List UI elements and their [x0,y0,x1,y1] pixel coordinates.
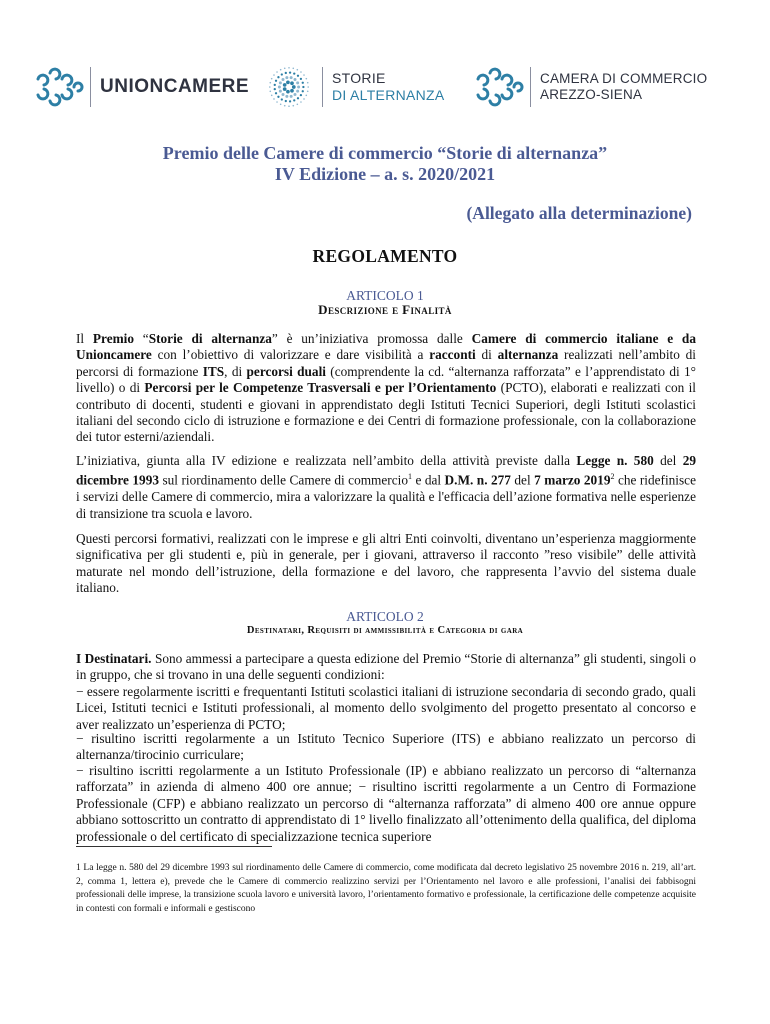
unioncamere-logo [30,62,249,112]
bold-text: I Destinatari. [76,651,152,666]
bold-text: 29 dicembre 1993 [76,453,696,488]
text-run: L’iniziativa, giunta alla IV edizione e realizzata nell’ambito della attività previste dalla [76,453,577,468]
text-run: − risultino iscritti regolarmente a un Istituto Tecnico Superiore (ITS) e abbiano realizzato un percorso di alternanza/tirocinio curriculare; [76,731,696,763]
bold-text: Camere di commercio italiane e da Unioncamere [76,331,696,363]
bold-text: Storie di alternanza [148,331,272,346]
header-logos [30,62,730,112]
text-run: e dal [411,472,445,488]
list-item [76,731,696,764]
text-run: che ridefinisce i servizi delle Camere di commercio, mira a valorizzare la qualità e l'efficacia dell’azione formativa nelle esperienze di transizione tra scuola e lavoro. [76,472,696,521]
bold-text: Legge n. 580 [576,453,654,468]
article-number: ARTICOLO 1 [346,288,424,303]
bold-text: Premio [92,331,135,346]
document-edition: IV Edizione – a. s. 2020/2021 [274,164,496,184]
storie-di-alternanza-logo [262,62,445,112]
bold-text: D.M. n. 277 [444,472,511,488]
bold-text: percorsi duali [246,363,326,379]
paragraph [76,531,696,597]
text-run: con l’obiettivo di valorizzare e dare visibilità a [151,347,430,363]
attachment-note: (Allegato alla determinazione) [466,203,692,223]
bold-text: ITS [202,363,225,379]
unioncamere-wordmark: UNIONCAMERE [100,76,250,97]
footnote-ref: 2 [610,472,615,482]
text-run: realizzati nell’ambito di percorsi di formazione [76,347,696,379]
camera-line1: CAMERA DI COMMERCIO [540,71,708,86]
storie-line2: DI ALTERNANZA [332,87,445,103]
article-subtitle: Destinatari, Requisiti di ammissibilità e Categoria di gara [246,625,524,636]
article-2-heading [0,609,770,638]
text-run: Questi percorsi formativi, realizzati con le imprese e gli altri Enti coinvolti, diventano un’esperienza maggiormente significativa per gli studenti e, più in generale, per i giovani, attraverso il racconto ”reso visibile” delle attività maturate nel mondo dell’istruzione, della formazione e del lavoro, che rappresenta l’avvio del sistema duale italiano. [76,531,696,596]
text-run: , di [224,363,247,379]
paragraph [76,331,696,446]
text-run: (PCTO), elaborati e realizzati con il contributo di docenti, studenti e giovani in apprendistato degli Istituti Tecnici Superiori, degli Istituti scolastici italiani del secondo ciclo di istruzione e formazione e dei Centri di formazione professionale, con la collaborazione dei tutor esterni/aziendali. [76,380,696,445]
swirl-logo-icon [30,65,84,109]
logo-divider [322,67,323,107]
bold-text: 7 marzo 2019 [534,472,611,488]
footnote: 1 La legge n. 580 del 29 dicembre 1993 sul riordinamento delle Camere di commercio, come modificata dal decreto legislativo 25 novembre 2016 n. 219, all’art. 2, comma 1, lettera e), prevede che le Camere di commercio realizzino servizi per l’Orientamento nel lavoro e alle professioni, l’analisi dei fabbisogni professionali delle imprese, la transizione scuola lavoro e università lavoro, l’orientamento formativo e professionale, la certificazione delle competenze acquisite in contesti con formali e informali e gestiscono [76,863,696,914]
text-run: Sono ammessi a partecipare a questa edizione del Premio “Storie di alternanza” gli studenti, singoli o in gruppo, che si trovano in una delle seguenti condizioni: [76,651,696,683]
paragraph [76,651,696,684]
footnote-divider [76,846,272,847]
document-title: Premio delle Camere di commercio “Storie di alternanza” [162,143,608,163]
bold-text: alternanza [497,347,559,363]
article-number: ARTICOLO 2 [346,609,424,624]
article-subtitle: Descrizione e Finalità [318,302,452,317]
section-heading: REGOLAMENTO [312,246,458,266]
text-run: sul riordinamento delle Camere di commercio [159,472,408,488]
camera-wordmark [540,71,707,103]
text-run: − risultino iscritti regolarmente a un Istituto Professionale (IP) e abbiano realizzato un percorso di “alternanza rafforzata” in azienda di almeno 400 ore annue; − risultino iscritti regolarmente a un Centro di Formazione Professionale (CFP) e abbiano realizzato un percorso di “alternanza rafforzata” di almeno 400 ore annue oppure abbiano sottoscritto un contratto di apprendistato di 1° livello finalizzato all’ottenimento della qualifica, del diploma professionale o del certificato di specializzazione tecnica superiore [76,763,696,844]
text-run: − essere regolarmente iscritti e frequentanti Istituti scolastici italiani di istruzione secondaria di secondo grado, quali Licei, Istituti tecnici e Istituti professionali, al momento dello svolgimento del progetto presentato al concorso e aver realizzato un’esperienza di PCTO; [76,684,696,732]
swirl-logo-icon [470,65,524,109]
footnote-ref: 1 [407,472,412,482]
text-run: “ [134,331,149,346]
text-run: Il [76,331,93,346]
bold-text: Percorsi per le Competenze Trasversali e per l’Orientamento [144,380,497,396]
text-run: del [653,453,683,468]
logo-divider [90,67,91,107]
list-item [76,684,696,733]
dotted-globe-icon [262,65,316,109]
bold-text: racconti [429,347,476,363]
text-run: del [510,472,535,488]
logo-divider [530,67,531,107]
list-item [76,763,696,845]
text-run: di [475,347,498,363]
text-run: (comprendente la cd. “alternanza rafforzata” e l’apprendistato di 1° livello) o di [76,363,696,396]
camera-line2: AREZZO-SIENA [540,87,643,102]
camera-di-commercio-logo [470,62,707,112]
paragraph [76,453,696,522]
storie-line1: STORIE [332,70,386,86]
article-1-heading [0,288,770,317]
storie-wordmark [332,70,445,104]
text-run: ” è un’iniziativa promossa dalle [271,331,472,346]
